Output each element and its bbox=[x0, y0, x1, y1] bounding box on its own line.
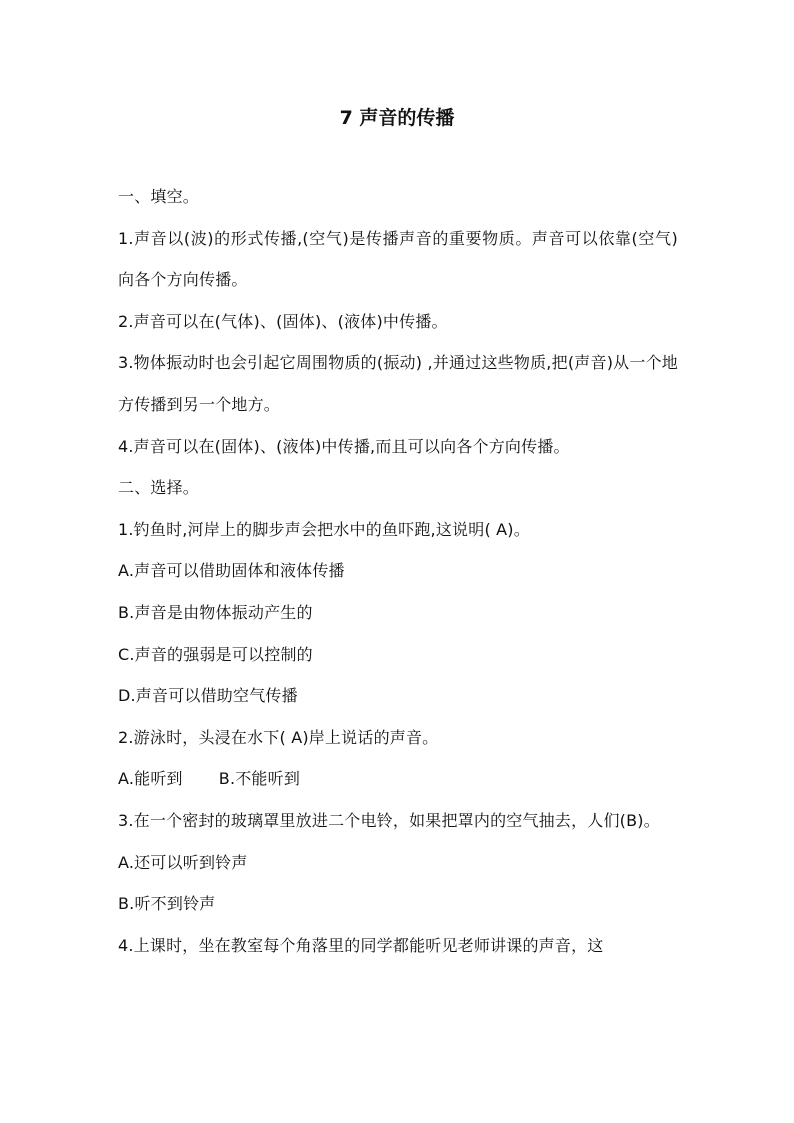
question-1: 1.钓鱼时,河岸上的脚步声会把水中的鱼吓跑,这说明( A)。 bbox=[118, 519, 530, 539]
fill-item-3: 3.物体振动时也会引起它周围物质的(振动) ,并通过这些物质,把(声音)从一个地方传播到另一个地方。 bbox=[118, 353, 678, 414]
fill-item-4: 4.声音可以在(固体)、(液体)中传播,而且可以向各个方向传播。 bbox=[118, 436, 570, 456]
question-3-option-b: B.听不到铃声 bbox=[118, 894, 216, 914]
page-title: 7 声音的传播 bbox=[339, 107, 455, 129]
question-1-option-b: B.声音是由物体振动产生的 bbox=[118, 602, 313, 622]
document-body bbox=[118, 176, 678, 966]
question-2-option-a: A.能听到 bbox=[118, 769, 183, 789]
question-3-option-a: A.还可以听到铃声 bbox=[118, 852, 248, 872]
fill-item-2: 2.声音可以在(气体)、(固体)、(液体)中传播。 bbox=[118, 311, 448, 331]
question-1-option-d: D.声音可以借助空气传播 bbox=[118, 686, 298, 706]
question-2-options bbox=[118, 758, 678, 800]
section-heading-choice: 二、选择。 bbox=[118, 478, 200, 498]
question-4: 4.上课时，坐在教室每个角落里的同学都能听见老师讲课的声音，这 bbox=[118, 935, 604, 955]
question-2: 2.游泳时，头浸在水下( A)岸上说话的声音。 bbox=[118, 727, 439, 747]
question-1-option-a: A.声音可以借助固体和液体传播 bbox=[118, 561, 345, 581]
fill-item-1: 1.声音以(波)的形式传播,(空气)是传播声音的重要物质。声音可以依靠(空气)向各个方向传播。 bbox=[118, 228, 678, 290]
question-3: 3.在一个密封的玻璃罩里放进二个电铃，如果把罩内的空气抽去，人们(B)。 bbox=[118, 810, 660, 830]
question-1-option-c: C.声音的强弱是可以控制的 bbox=[118, 644, 313, 664]
question-2-option-b: B.不能听到 bbox=[218, 769, 301, 789]
section-heading-fill: 一、填空。 bbox=[118, 187, 200, 206]
